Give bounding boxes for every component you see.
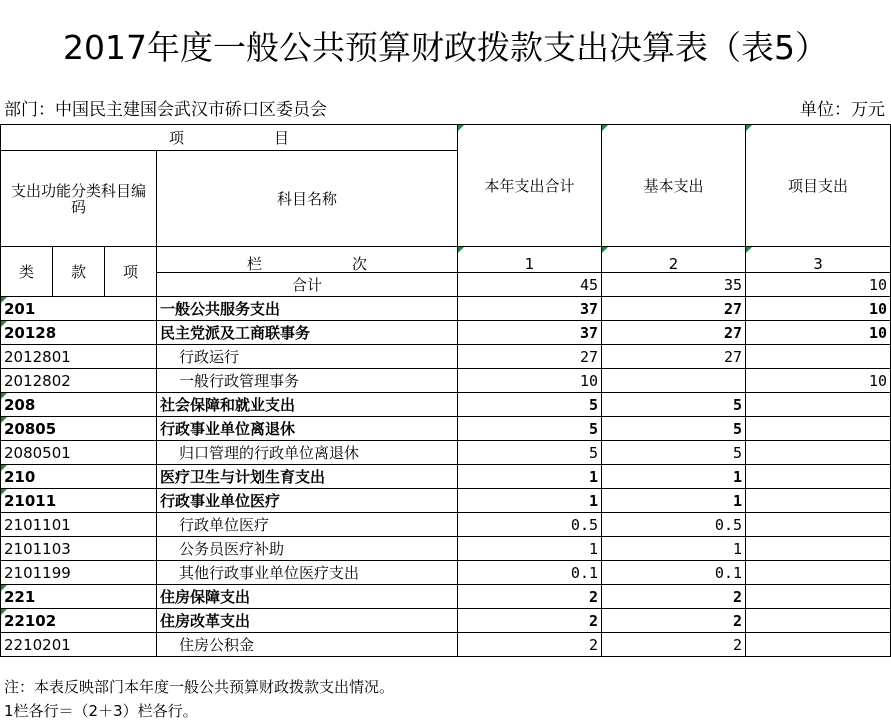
table-row xyxy=(1,585,891,609)
row-project xyxy=(746,393,891,417)
row-project xyxy=(746,345,891,369)
header-xiang: 项 xyxy=(105,247,157,297)
row-basic: 2 xyxy=(602,609,746,633)
row-project xyxy=(746,513,891,537)
subject-name: 一般公共服务支出 xyxy=(157,297,458,321)
total-project: 10 xyxy=(746,273,891,297)
row-basic: 2 xyxy=(602,633,746,657)
header-total: 本年支出合计 xyxy=(458,125,602,247)
table-row xyxy=(1,465,891,489)
subject-name: 归口管理的行政单位离退休 xyxy=(157,441,458,465)
subject-name: 住房改革支出 xyxy=(157,609,458,633)
department-label: 部门：中国民主建国会武汉市硚口区委员会 xyxy=(4,100,327,120)
subject-code: 2012801 xyxy=(1,345,157,369)
row-basic: 1 xyxy=(602,489,746,513)
row-project xyxy=(746,441,891,465)
subject-name: 一般行政管理事务 xyxy=(157,369,458,393)
table-row xyxy=(1,393,891,417)
row-total: 0.5 xyxy=(458,513,602,537)
subject-code: 210 xyxy=(1,465,157,489)
row-basic: 1 xyxy=(602,465,746,489)
row-basic: 5 xyxy=(602,417,746,441)
subject-name: 住房保障支出 xyxy=(157,585,458,609)
page-title: 2017年度一般公共预算财政拨款支出决算表（表5） xyxy=(63,28,828,67)
subject-code: 221 xyxy=(1,585,157,609)
subject-code: 20805 xyxy=(1,417,157,441)
row-total: 2 xyxy=(458,633,602,657)
row-project xyxy=(746,489,891,513)
row-project xyxy=(746,537,891,561)
table-row xyxy=(1,609,891,633)
table-row xyxy=(1,537,891,561)
header-basic: 基本支出 xyxy=(602,125,746,247)
table-row xyxy=(1,369,891,393)
header-kuan: 款 xyxy=(53,247,105,297)
header-subject-name: 科目名称 xyxy=(157,151,458,247)
subject-name: 公务员医疗补助 xyxy=(157,537,458,561)
row-project xyxy=(746,417,891,441)
subject-code: 2012802 xyxy=(1,369,157,393)
header-func-code: 支出功能分类科目编码 xyxy=(1,151,157,247)
row-basic xyxy=(602,369,746,393)
unit-label: 单位：万元 xyxy=(800,100,885,120)
table-row xyxy=(1,297,891,321)
row-total: 1 xyxy=(458,489,602,513)
row-total: 5 xyxy=(458,393,602,417)
row-basic: 5 xyxy=(602,393,746,417)
row-total: 1 xyxy=(458,537,602,561)
table-row xyxy=(1,633,891,657)
row-project xyxy=(746,609,891,633)
row-total: 0.1 xyxy=(458,561,602,585)
footnote: 注：本表反映部门本年度一般公共预算财政拨款支出情况。 xyxy=(4,678,395,696)
row-total: 5 xyxy=(458,417,602,441)
table-row xyxy=(1,321,891,345)
row-project xyxy=(746,585,891,609)
row-basic: 27 xyxy=(602,345,746,369)
table-row xyxy=(1,513,891,537)
total-basic: 35 xyxy=(602,273,746,297)
row-project xyxy=(746,561,891,585)
budget-table xyxy=(0,124,891,657)
column-number: 2 xyxy=(602,247,746,273)
subject-code: 208 xyxy=(1,393,157,417)
column-number: 3 xyxy=(746,247,891,273)
subject-name: 其他行政事业单位医疗支出 xyxy=(157,561,458,585)
subject-code: 2080501 xyxy=(1,441,157,465)
row-total: 37 xyxy=(458,297,602,321)
subject-code: 22102 xyxy=(1,609,157,633)
subject-code: 2210201 xyxy=(1,633,157,657)
subject-name: 社会保障和就业支出 xyxy=(157,393,458,417)
row-total: 10 xyxy=(458,369,602,393)
table-row xyxy=(1,441,891,465)
subject-name: 行政事业单位离退休 xyxy=(157,417,458,441)
header-row-item xyxy=(1,125,891,151)
row-total: 5 xyxy=(458,441,602,465)
table-row xyxy=(1,417,891,441)
subject-name: 行政单位医疗 xyxy=(157,513,458,537)
subject-code: 2101199 xyxy=(1,561,157,585)
total-label: 合计 xyxy=(157,273,458,297)
row-project: 10 xyxy=(746,321,891,345)
row-total: 2 xyxy=(458,609,602,633)
table-row xyxy=(1,345,891,369)
footnote: 1栏各行＝（2＋3）栏各行。 xyxy=(4,702,198,720)
header-item: 项 目 xyxy=(1,125,458,151)
row-project xyxy=(746,465,891,489)
header-project: 项目支出 xyxy=(746,125,891,247)
header-column-order: 栏 次 xyxy=(157,247,458,273)
header-lei: 类 xyxy=(1,247,53,297)
subject-code: 201 xyxy=(1,297,157,321)
subject-name: 行政运行 xyxy=(157,345,458,369)
row-basic: 1 xyxy=(602,537,746,561)
row-total: 37 xyxy=(458,321,602,345)
subject-code: 20128 xyxy=(1,321,157,345)
row-basic: 2 xyxy=(602,585,746,609)
row-project: 10 xyxy=(746,297,891,321)
row-basic: 0.5 xyxy=(602,513,746,537)
subject-code: 21011 xyxy=(1,489,157,513)
row-project: 10 xyxy=(746,369,891,393)
table-row xyxy=(1,489,891,513)
subject-name: 民主党派及工商联事务 xyxy=(157,321,458,345)
row-basic: 0.1 xyxy=(602,561,746,585)
column-number: 1 xyxy=(458,247,602,273)
row-total: 2 xyxy=(458,585,602,609)
subject-code: 2101103 xyxy=(1,537,157,561)
row-total: 27 xyxy=(458,345,602,369)
subject-name: 医疗卫生与计划生育支出 xyxy=(157,465,458,489)
total-sum: 45 xyxy=(458,273,602,297)
subject-code: 2101101 xyxy=(1,513,157,537)
subject-name: 行政事业单位医疗 xyxy=(157,489,458,513)
row-project xyxy=(746,633,891,657)
table-row xyxy=(1,561,891,585)
row-basic: 27 xyxy=(602,321,746,345)
row-basic: 5 xyxy=(602,441,746,465)
subject-name: 住房公积金 xyxy=(157,633,458,657)
header-row-levels xyxy=(1,247,891,273)
row-basic: 27 xyxy=(602,297,746,321)
row-total: 1 xyxy=(458,465,602,489)
